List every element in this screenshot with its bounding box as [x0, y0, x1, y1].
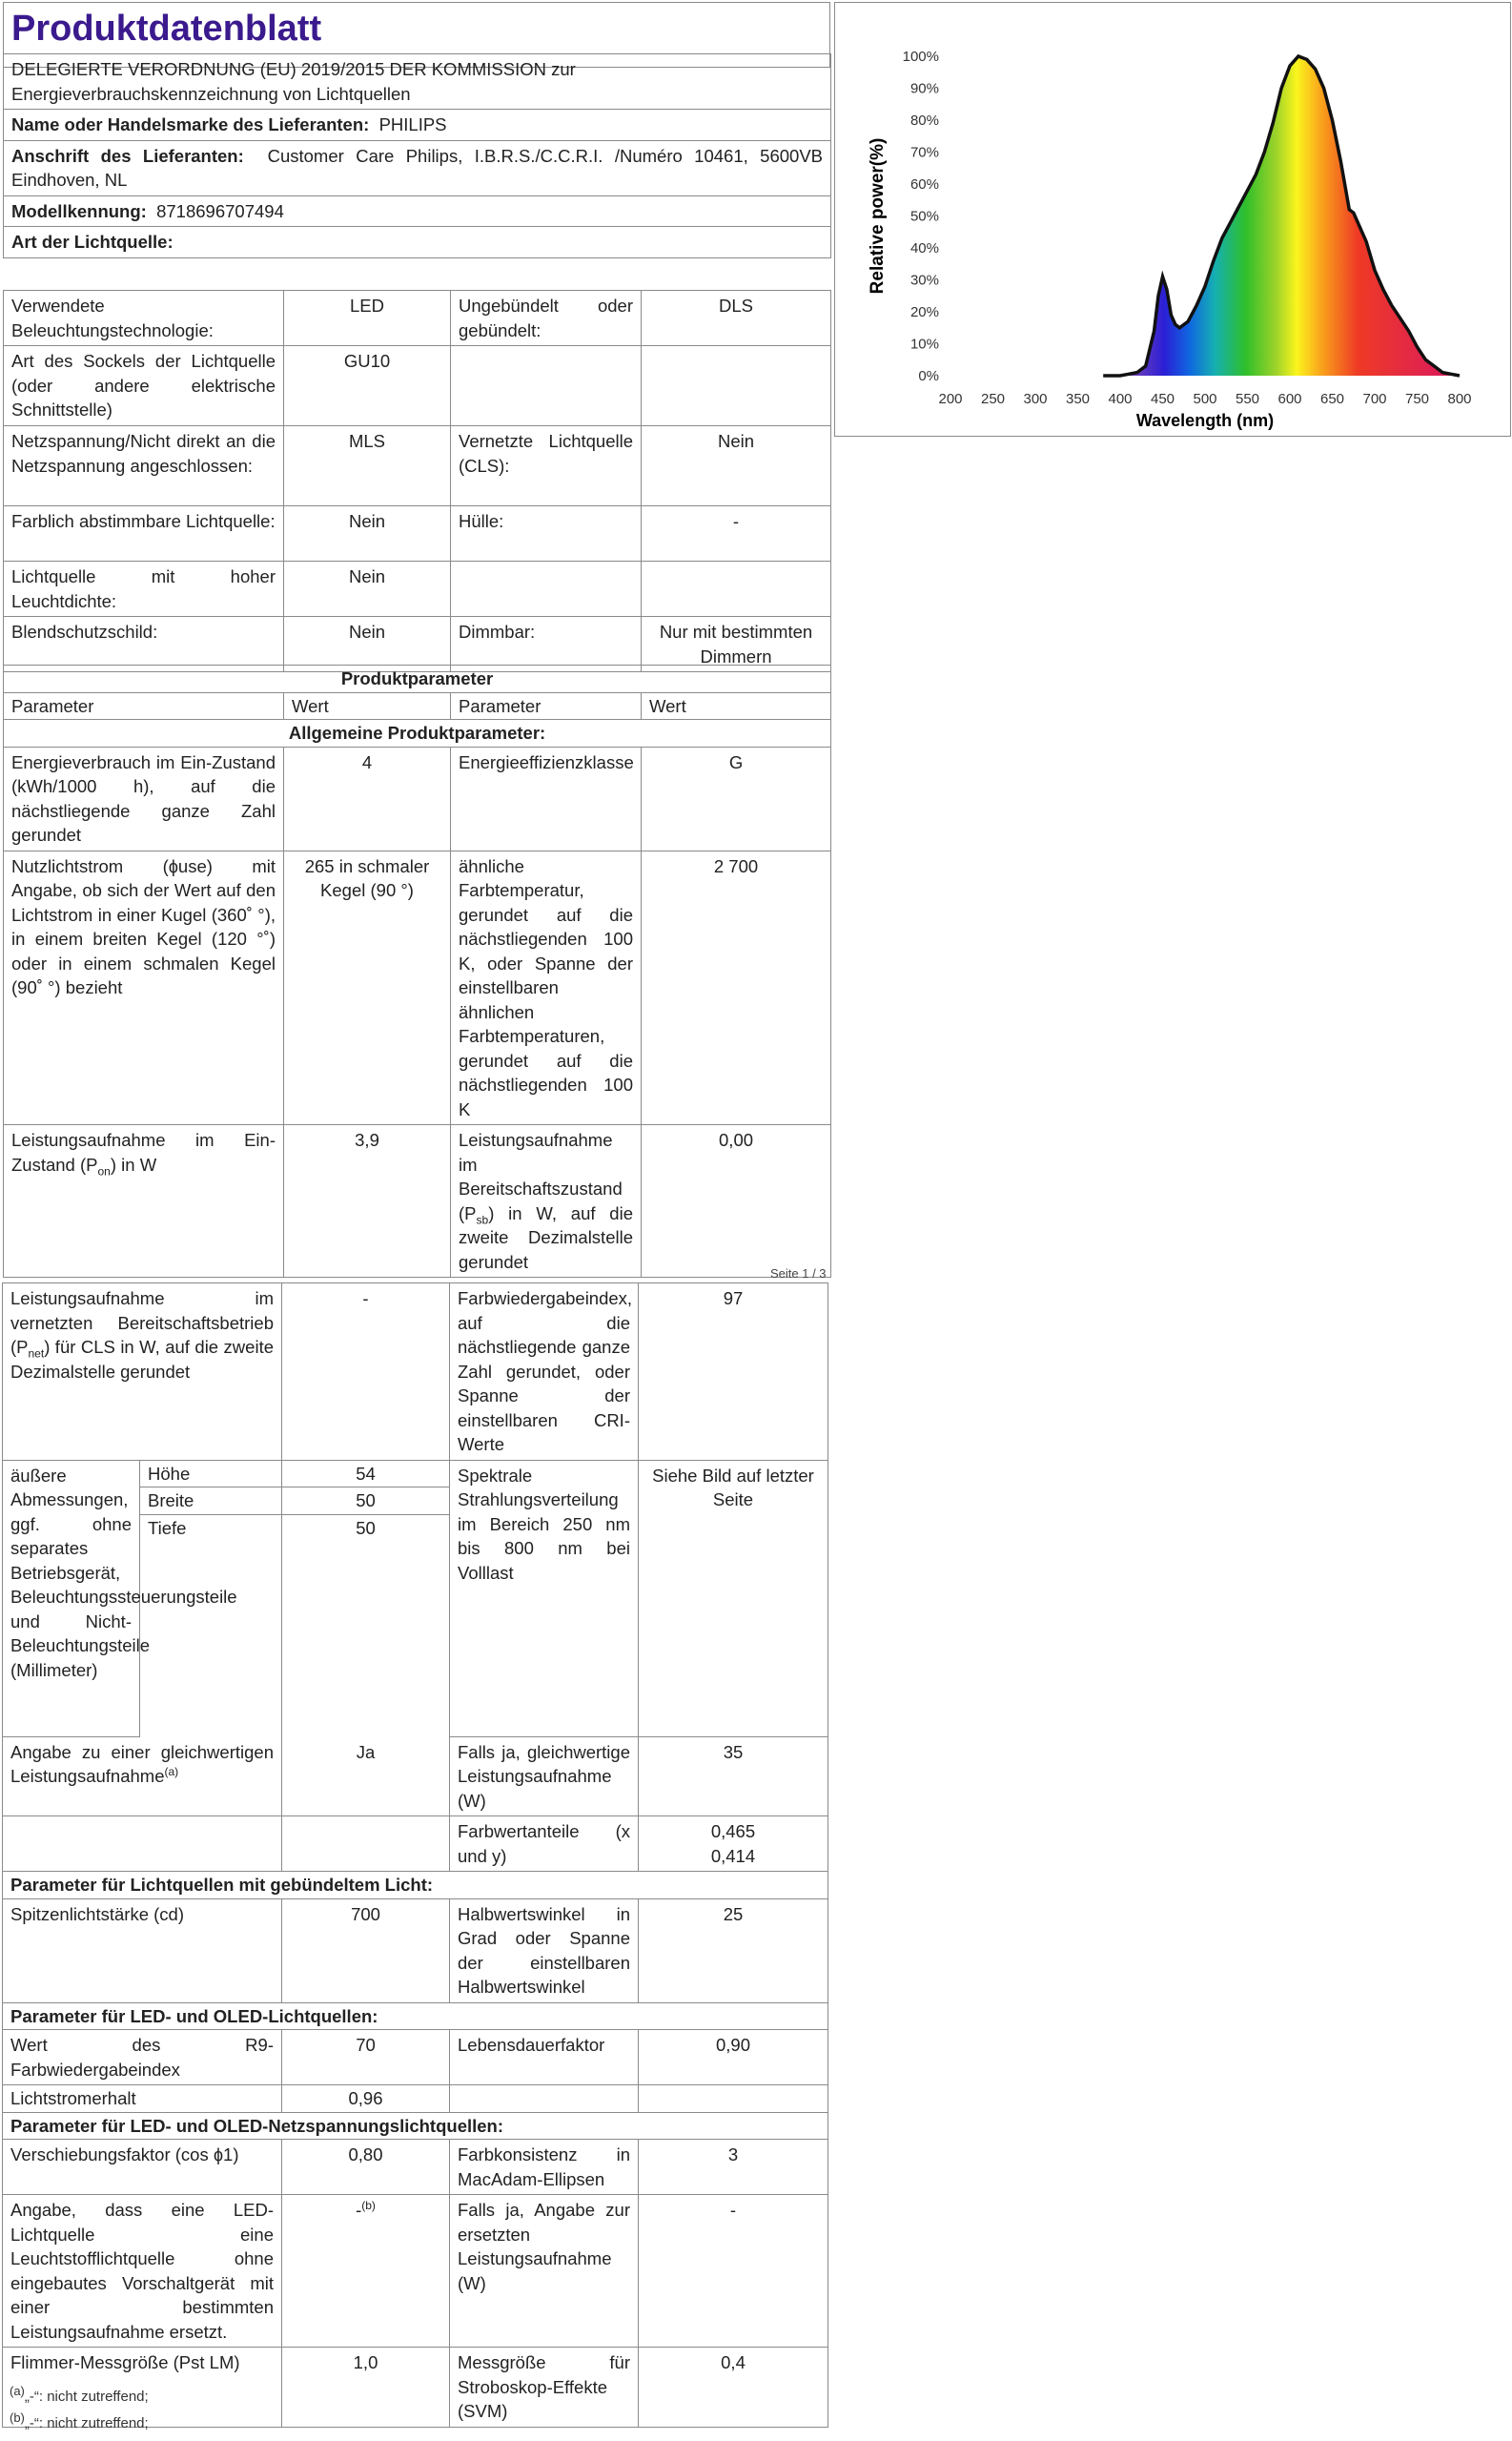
regulation-text: DELEGIERTE VERORDNUNG (EU) 2019/2015 DER KOMMISSION zur Energieverbrauchskennzeichnung von Lichtquellen — [4, 54, 831, 110]
model-label: Modellkennung: — [11, 200, 147, 221]
x-tick-label: 750 — [1404, 391, 1430, 407]
energy-class-value: G — [642, 747, 831, 851]
model-row — [4, 195, 831, 227]
svm-label: Messgröße für Stroboskop-Effekte (SVM) — [450, 2348, 639, 2428]
y-tick-label: 100% — [902, 49, 939, 65]
light-source-type-table — [3, 290, 831, 672]
beam-angle-value: 25 — [639, 1898, 828, 2002]
supplier-table — [3, 53, 831, 258]
footnote-a-mark: (a) — [10, 2384, 25, 2398]
energy-class-label: Energieeffizienzklasse — [451, 747, 642, 851]
color-temperature-label: ähnliche Farbtemperatur, gerundet auf die nächstliegenden 100 K, oder Spanne der einstellbaren ähnlichen Farbtemperaturen, gerundet auf die nächstliegenden 100 K — [451, 851, 642, 1125]
light-source-type-label: Art der Lichtquelle: — [4, 227, 831, 258]
type-row-value-2: - — [642, 506, 831, 562]
luminous-flux-label: Nutzlichtstrom (ɸuse) mit Angabe, ob sich der Wert auf den Lichtstrom in einer Kugel (360˚ °), in einem breiten Kegel (120 °˚) oder in einem schmalen Kegel (90˚ °) bezieht — [4, 851, 284, 1125]
supplier-name-label: Name oder Handelsmarke des Lieferanten: — [11, 114, 370, 134]
energy-consumption-label: Energieverbrauch im Ein-Zustand (kWh/1000 h), auf die nächstliegende ganze Zahl gerundet — [4, 747, 284, 851]
replaced-power-value: - — [639, 2195, 828, 2348]
x-tick-label: 500 — [1193, 391, 1217, 407]
cri-value: 97 — [639, 1283, 828, 1461]
page-title: Produktdatenblatt — [11, 9, 322, 49]
x-tick-label: 200 — [938, 391, 963, 407]
chromaticity-x: 0,465 — [710, 1821, 756, 1841]
depth-label: Tiefe — [140, 1514, 282, 1736]
type-row-label-2: Ungebündelt oder gebündelt: — [451, 291, 642, 346]
x-tick-label: 450 — [1150, 391, 1175, 407]
type-row-value-2: Nur mit bestimmten Dimmern — [642, 617, 831, 672]
type-row-label-2: Vernetzte Lichtquelle (CLS): — [451, 426, 642, 506]
replaced-power-label: Falls ja, Angabe zur ersetzten Leistungsaufnahme (W) — [450, 2195, 639, 2348]
supplier-address-value: Customer Care Philips, I.B.R.S./C.C.R.I. /Numéro 10461, 5600VB Eindhoven, NL — [11, 145, 823, 190]
directional-parameters-heading: Parameter für Lichtquellen mit gebündeltem Licht: — [3, 1872, 828, 1899]
chromaticity-label: Farbwertanteile (x und y) — [450, 1816, 639, 1872]
mains-parameters-heading: Parameter für LED- und OLED-Netzspannungslichtquellen: — [3, 2112, 828, 2140]
width-label: Breite — [140, 1487, 282, 1515]
height-label: Höhe — [140, 1460, 282, 1487]
spectrum-chart-svg — [835, 3, 1510, 436]
flicker-value: 1,0 — [282, 2348, 450, 2428]
x-tick-label: 650 — [1319, 391, 1345, 407]
standby-power-label: Leistungsaufnahme im Bereitschaftszustand $(P_{sb})$ in W, auf die zweite Dezimalstelle gerundet — [451, 1125, 642, 1278]
on-mode-power-value: 3,9 — [284, 1125, 451, 1278]
type-row-label: Verwendete Beleuchtungstechnologie: — [4, 291, 284, 346]
equivalent-power-label: Falls ja, gleichwertige Leistungsaufnahme (W) — [450, 1736, 639, 1816]
y-tick-label: 10% — [909, 336, 939, 353]
svm-value: 0,4 — [639, 2348, 828, 2428]
type-row-value: Nein — [284, 617, 451, 672]
macadam-value: 3 — [639, 2140, 828, 2195]
x-tick-label: 350 — [1065, 391, 1091, 407]
x-axis-label: Wavelength (nm) — [1135, 411, 1275, 430]
displacement-factor-value: 0,80 — [282, 2140, 450, 2195]
spectral-distribution-value: Siehe Bild auf letzter Seite — [639, 1460, 828, 1736]
r9-label: Wert des R9-Farbwiedergabeindex — [3, 2030, 282, 2085]
supplier-name-row — [4, 110, 831, 141]
model-value: 8718696707494 — [156, 200, 284, 221]
cri-label: Farbwiedergabeindex, auf die nächstliegende ganze Zahl gerundet, oder Spanne der einstellbaren CRI-Werte — [450, 1283, 639, 1461]
column-header-parameter: Parameter — [451, 692, 642, 720]
type-row-value-2: Nein — [642, 426, 831, 506]
page-number: Seite 1 / 3 — [770, 1266, 827, 1281]
type-row-label: Farblich abstimmbare Lichtquelle: — [4, 506, 284, 562]
lumen-maintenance-label: Lichtstromerhalt — [3, 2085, 282, 2113]
fluorescent-replacement-value: -$^{(b)}$ — [282, 2195, 450, 2348]
peak-intensity-value: 700 — [282, 1898, 450, 2002]
type-row-label: Netzspannung/Nicht direkt an die Netzspannung angeschlossen: — [4, 426, 284, 506]
type-row-value-2 — [642, 346, 831, 426]
y-tick-label: 0% — [918, 368, 939, 384]
networked-standby-label: Leistungsaufnahme im vernetzten Bereitschaftsbetrieb $(P_{net})$ für CLS in W, auf die zweite Dezimalstelle gerundet — [3, 1283, 282, 1461]
spectrum-chart — [834, 2, 1511, 437]
networked-standby-value: - — [282, 1283, 450, 1461]
column-header-parameter: Parameter — [4, 692, 284, 720]
chromaticity-values — [639, 1816, 828, 1872]
survival-factor-value: 0,90 — [639, 2030, 828, 2085]
y-tick-label: 80% — [909, 113, 939, 129]
footnote-a — [10, 2384, 149, 2405]
type-row-value: Nein — [284, 562, 451, 617]
height-value: 54 — [282, 1460, 450, 1487]
standby-power-value: 0,00 — [642, 1125, 831, 1278]
chromaticity-y: 0,414 — [710, 1845, 756, 1866]
beam-angle-label: Halbwertswinkel in Grad oder Spanne der einstellbaren Halbwertswinkel — [450, 1898, 639, 2002]
dimensions-label: äußere Abmessungen, ggf. ohne separates Betriebsgerät, Beleuchtungssteuerungsteile und Nicht-Beleuchtungsteile (Millimeter) — [3, 1460, 140, 1736]
color-temperature-value: 2 700 — [642, 851, 831, 1125]
product-parameters-heading: Produktparameter — [4, 666, 831, 693]
y-tick-label: 20% — [909, 304, 939, 320]
x-tick-label: 400 — [1108, 391, 1133, 407]
type-row-value-2: DLS — [642, 291, 831, 346]
supplier-address-label: Anschrift des Lieferanten: — [11, 145, 244, 166]
footnote-a-text: „-“: nicht zutreffend; — [24, 2389, 149, 2405]
type-row-label: Lichtquelle mit hoher Leuchtdichte: — [4, 562, 284, 617]
type-row-value-2 — [642, 562, 831, 617]
type-row-label: Blendschutzschild: — [4, 617, 284, 672]
equivalent-power-claim-value: Ja — [282, 1736, 450, 1816]
equivalent-power-claim-label: Angabe zu einer gleichwertigen Leistungsaufnahme$^{(a)}$ — [3, 1736, 282, 1816]
x-tick-label: 600 — [1277, 391, 1302, 407]
energy-consumption-value: 4 — [284, 747, 451, 851]
type-row-value: LED — [284, 291, 451, 346]
equivalent-power-value: 35 — [639, 1736, 828, 1816]
x-tick-label: 250 — [980, 391, 1006, 407]
y-tick-label: 30% — [909, 272, 939, 289]
x-tick-label: 700 — [1362, 391, 1387, 407]
footnote-b-text: „-“: nicht zutreffend; — [24, 2415, 149, 2431]
type-row-value: GU10 — [284, 346, 451, 426]
general-parameters-heading: Allgemeine Produktparameter: — [4, 720, 831, 748]
supplier-name-value: PHILIPS — [378, 114, 447, 134]
footnote-b — [10, 2410, 149, 2431]
type-row-label-2 — [451, 346, 642, 426]
x-tick-label: 800 — [1447, 391, 1472, 407]
empty-cell — [3, 1816, 282, 1872]
flicker-label: Flimmer-Messgröße (Pst LM) — [3, 2348, 282, 2428]
r9-value: 70 — [282, 2030, 450, 2085]
spectral-distribution-label: Spektrale Strahlungsverteilung im Bereich 250 nm bis 800 nm bei Volllast — [450, 1460, 639, 1736]
displacement-factor-label: Verschiebungsfaktor (cos ɸ1) — [3, 2140, 282, 2195]
y-tick-label: 40% — [909, 240, 939, 256]
luminous-flux-value: 265 in schmaler Kegel (90 °) — [284, 851, 451, 1125]
on-mode-power-label: Leistungsaufnahme im Ein-Zustand $(P_{on})$ in W — [4, 1125, 284, 1278]
width-value: 50 — [282, 1487, 450, 1515]
empty-cell — [450, 2085, 639, 2113]
empty-cell — [639, 2085, 828, 2113]
type-row-label-2: Dimmbar: — [451, 617, 642, 672]
y-tick-label: 90% — [909, 80, 939, 97]
led-parameters-heading: Parameter für LED- und OLED-Lichtquellen: — [3, 2002, 828, 2030]
x-tick-label: 300 — [1023, 391, 1048, 407]
peak-intensity-label: Spitzenlichtstärke (cd) — [3, 1898, 282, 2002]
fluorescent-replacement-label: Angabe, dass eine LED-Lichtquelle eine Leuchtstofflichtquelle ohne eingebautes Vorschaltgerät mit einer bestimmten Leistungsaufnahme ersetzt. — [3, 2195, 282, 2348]
column-header-value: Wert — [642, 692, 831, 720]
survival-factor-label: Lebensdauerfaktor — [450, 2030, 639, 2085]
y-tick-label: 50% — [909, 208, 939, 225]
y-tick-label: 60% — [909, 176, 939, 193]
product-parameters-table — [3, 665, 831, 1278]
column-header-value: Wert — [284, 692, 451, 720]
empty-cell — [282, 1816, 450, 1872]
parameters-table-continued — [2, 1282, 828, 2428]
footnote-b-mark: (b) — [10, 2410, 25, 2425]
y-tick-label: 70% — [909, 144, 939, 161]
macadam-label: Farbkonsistenz in MacAdam-Ellipsen — [450, 2140, 639, 2195]
type-row-label-2 — [451, 562, 642, 617]
type-row-label: Art des Sockels der Lichtquelle (oder andere elektrische Schnittstelle) — [4, 346, 284, 426]
type-row-value: MLS — [284, 426, 451, 506]
supplier-address-row — [4, 140, 831, 195]
depth-value: 50 — [282, 1514, 450, 1736]
type-row-value: Nein — [284, 506, 451, 562]
x-tick-label: 550 — [1235, 391, 1260, 407]
y-axis-label: Relative power(%) — [868, 137, 888, 295]
type-row-label-2: Hülle: — [451, 506, 642, 562]
lumen-maintenance-value: 0,96 — [282, 2085, 450, 2113]
